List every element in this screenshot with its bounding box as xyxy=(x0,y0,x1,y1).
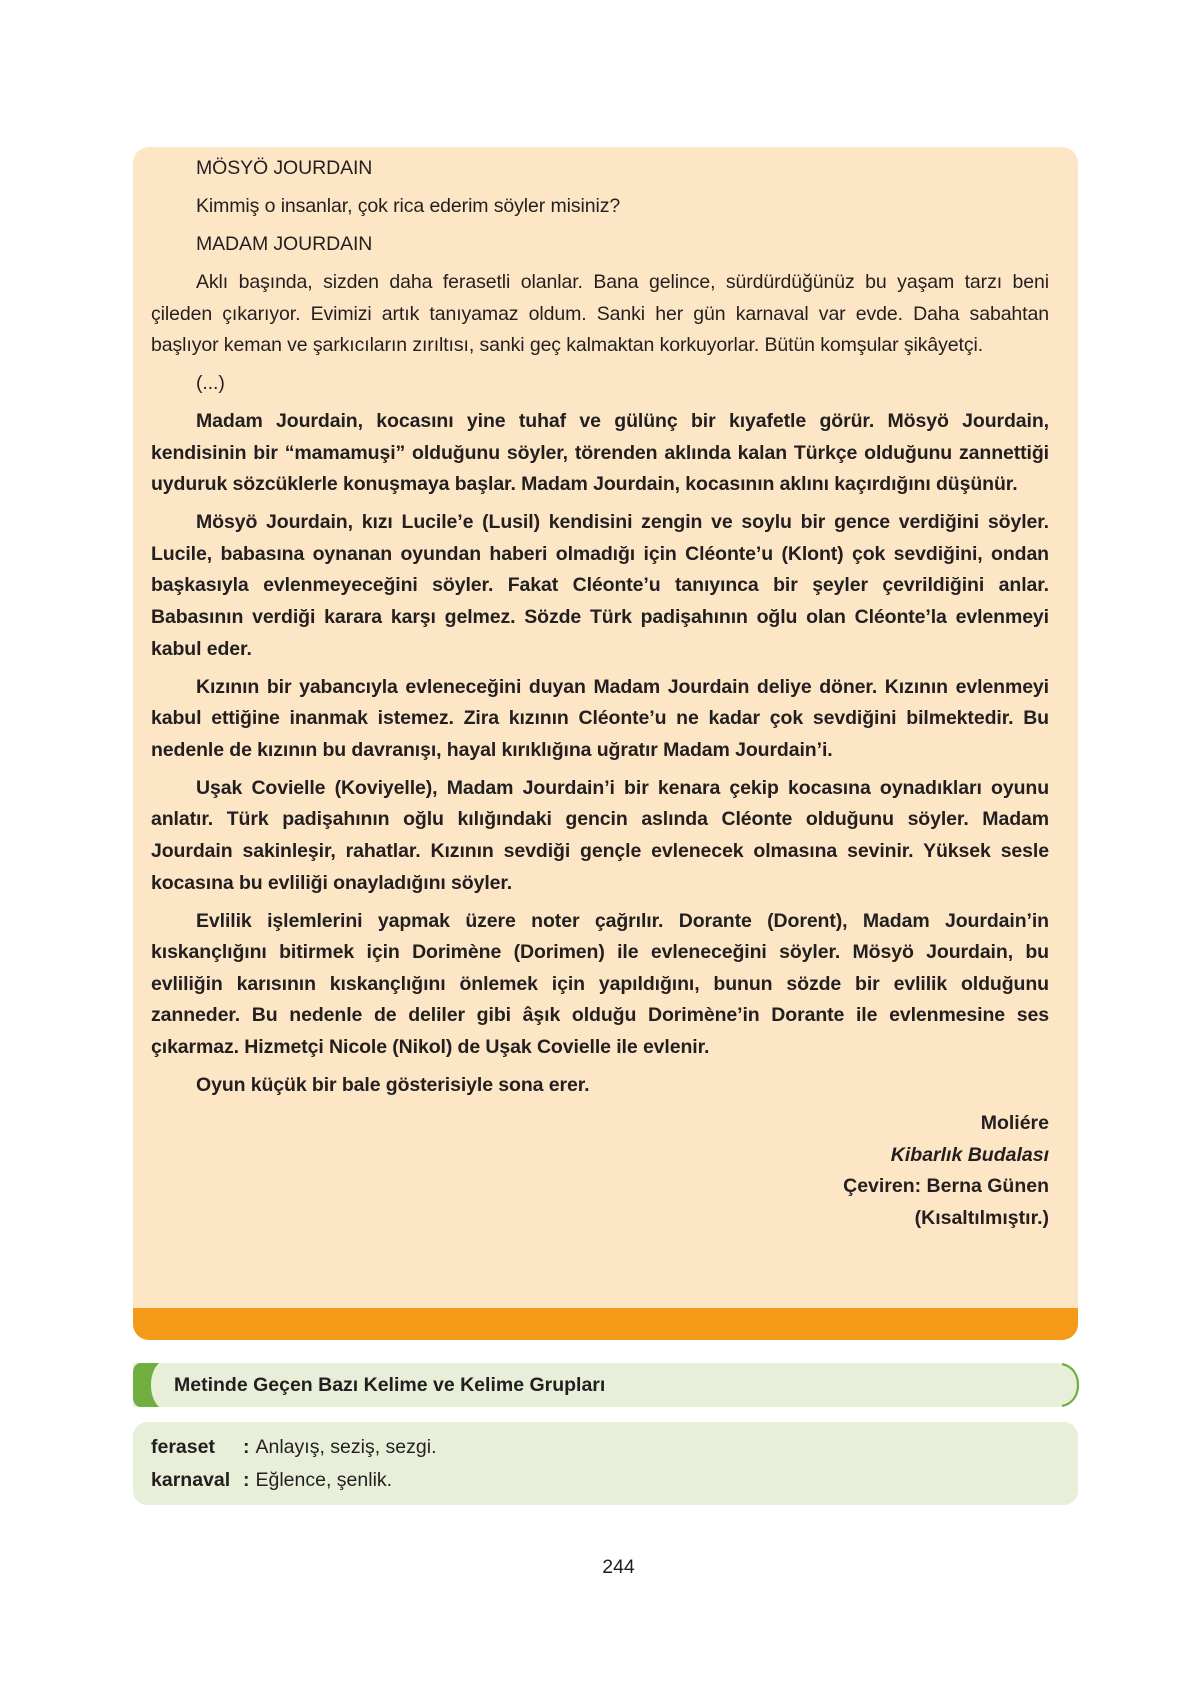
story-text-box xyxy=(133,147,1078,1340)
glossary-entry xyxy=(151,1464,392,1496)
glossary-header xyxy=(133,1363,1078,1407)
glossary-definition: Eğlence, şenlik. xyxy=(255,1469,393,1491)
summary-paragraph: Evlilik işlemlerini yapmak üzere noter çağrılır. Dorante (Dorent), Madam Jourdain’in kıskançlığını bitirmek için Dorimène (Dorimen) ile evleneceğini söyler. Mösyö Jourdain, bu evliliğin karısının kıskançlığını önlemek için yapıldığını, bunun sözde bir evlilik olduğunu zanneder. Bu nedenle de deliler gibi âşık olduğu Dorimène’in Dorante ile evlenmesine ses çıkarmaz. Hizmetçi Nicole (Nikol) de Uşak Covielle ile evlenir. xyxy=(151,909,1049,1058)
green-leaf-icon xyxy=(133,1363,167,1407)
summary-paragraph: Oyun küçük bir bale gösterisiyle sona erer. xyxy=(196,1073,590,1096)
glossary-separator: : xyxy=(243,1469,250,1491)
summary-paragraph: Kızının bir yabancıyla evleneceğini duyan Madam Jourdain deliye döner. Kızının evlenmeyi kabul ettiğine inanmak istemez. Zira kızının Cléonte’u ne kadar çok sevdiğini bilmektedir. Bu nedenle de kızının bu davranışı, hayal kırıklığına uğratır Madam Jourdain’i. xyxy=(151,675,1049,761)
story-content xyxy=(151,153,1049,1234)
glossary-term: feraset xyxy=(151,1436,215,1458)
summary-paragraph: Madam Jourdain, kocasını yine tuhaf ve gülünç bir kıyafetle görür. Mösyö Jourdain, kendisinin bir “mamamuşi” olduğunu söyler, törenden aklında kalan Türkçe olduğunu zannettiği uyduruk sözcüklerle konuşmaya başlar. Madam Jourdain, kocasının aklını kaçırdığını düşünür. xyxy=(151,410,1049,496)
glossary-separator: : xyxy=(243,1436,250,1458)
speaker-label: MÖSYÖ JOURDAIN xyxy=(196,157,373,179)
arc-bracket-icon xyxy=(1056,1363,1082,1407)
page-number: 244 xyxy=(602,1556,635,1578)
glossary-entry xyxy=(151,1431,436,1463)
glossary-title: Metinde Geçen Bazı Kelime ve Kelime Grupları xyxy=(174,1374,606,1396)
dialogue-line: Aklı başında, sizden daha ferasetli olanlar. Bana gelince, sürdürdüğünüz bu yaşam tarzı beni çileden çıkarıyor. Evimizi artık tanıyamaz oldum. Sanki her gün karnaval var evde. Daha sabahtan başlıyor keman ve şarkıcıların zırıltısı, sanki geç kalmaktan korkuyorlar. Bütün komşular şikâyetçi. xyxy=(151,270,1049,357)
source-translator: Çeviren: Berna Günen xyxy=(843,1175,1049,1198)
source-note: (Kısaltılmıştır.) xyxy=(914,1206,1049,1229)
source-work-title: Kibarlık Budalası xyxy=(890,1143,1049,1166)
glossary-box xyxy=(133,1422,1078,1505)
glossary-term: karnaval xyxy=(151,1469,231,1491)
orange-footer-bar xyxy=(133,1308,1078,1340)
ellipsis-marker: (...) xyxy=(196,372,225,395)
speaker-label: MADAM JOURDAIN xyxy=(196,232,373,255)
dialogue-line: Kimmiş o insanlar, çok rica ederim söyler misiniz? xyxy=(196,194,621,217)
summary-paragraph: Uşak Covielle (Koviyelle), Madam Jourdain’i bir kenara çekip kocasına oynadıkları oyunu anlatır. Türk padişahının oğlu kılığındaki gencin aslında Cléonte olduğunu söyler. Madam Jourdain sakinleşir, rahatlar. Kızının sevdiği gençle evlenecek olmasına sevinir. Yüksek sesle kocasına bu evliliği onayladığını söyler. xyxy=(151,776,1049,894)
glossary-definition: Anlayış, seziş, sezgi. xyxy=(255,1436,437,1458)
source-author: Moliére xyxy=(980,1111,1049,1134)
summary-paragraph: Mösyö Jourdain, kızı Lucile’e (Lusil) kendisini zengin ve soylu bir gence verdiğini söyler. Lucile, babasına oynanan oyundan haberi olmadığı için Cléonte’u (Klont) çok sevdiğini, ondan başkasıyla evlenmeyeceğini söyler. Fakat Cléonte’u tanıyınca bir şeyler çevrildiğini anlar. Babasının verdiği karara karşı gelmez. Sözde Türk padişahının oğlu olan Cléonte’la evlenmeyi kabul eder. xyxy=(151,511,1049,660)
source-citation xyxy=(151,1108,1049,1234)
